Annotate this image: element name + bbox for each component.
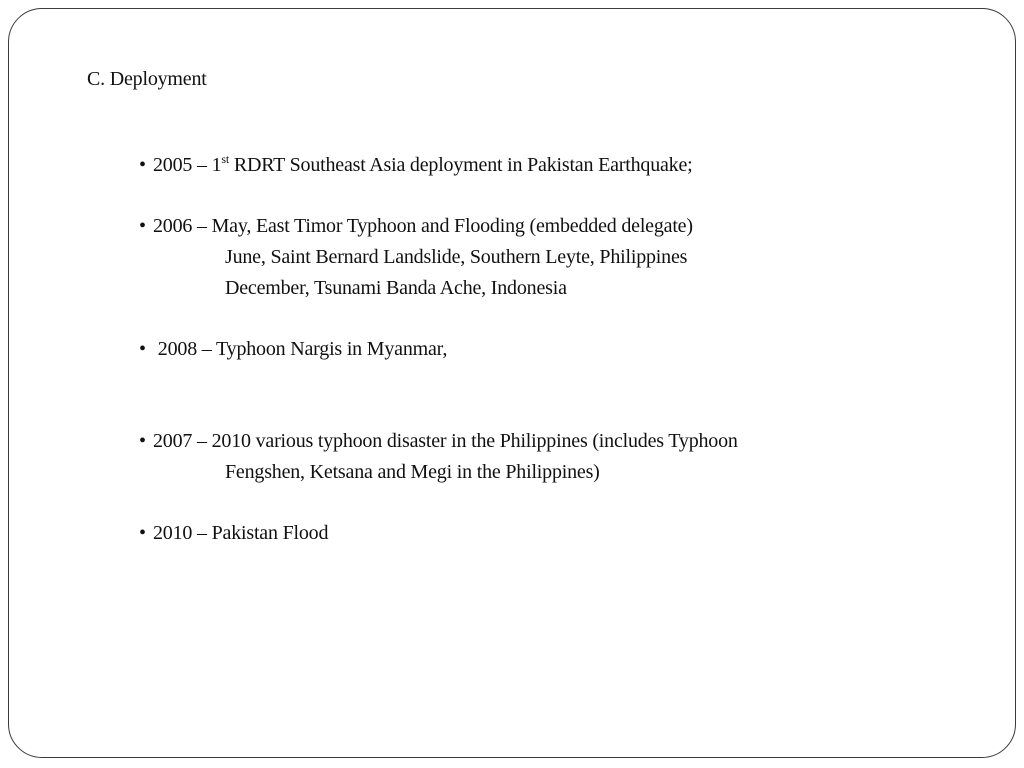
bullet-item-2006 — [139, 211, 693, 304]
bullet-item-2010 — [139, 518, 328, 549]
bullet-marker: • — [139, 430, 146, 452]
item-continuation: Fengshen, Ketsana and Megi in the Philippines) — [225, 461, 600, 483]
section-heading: C. Deployment — [87, 68, 207, 90]
item-text: RDRT Southeast Asia deployment in Pakistan Earthquake; — [229, 154, 693, 176]
item-lead: 2005 – 1 — [153, 154, 222, 176]
bullet-item-2008 — [139, 334, 447, 365]
item-text: 2007 – 2010 various typhoon disaster in the Philippines (includes Typhoon — [153, 430, 738, 452]
bullet-marker: • — [139, 338, 146, 360]
item-superscript: st — [221, 152, 230, 166]
bullet-item-2007-2010 — [139, 426, 738, 488]
item-text: 2008 – Typhoon Nargis in Myanmar, — [153, 338, 448, 360]
bullet-item-2005 — [139, 150, 693, 181]
bullet-marker: • — [139, 154, 146, 176]
item-continuation: June, Saint Bernard Landslide, Southern Leyte, Philippines — [225, 246, 688, 268]
item-continuation: December, Tsunami Banda Ache, Indonesia — [225, 277, 567, 299]
bullet-marker: • — [139, 522, 146, 544]
item-text: 2006 – May, East Timor Typhoon and Flooding (embedded delegate) — [153, 215, 693, 237]
item-text: 2010 – Pakistan Flood — [153, 522, 329, 544]
bullet-marker: • — [139, 215, 146, 237]
slide-frame — [8, 8, 1016, 758]
